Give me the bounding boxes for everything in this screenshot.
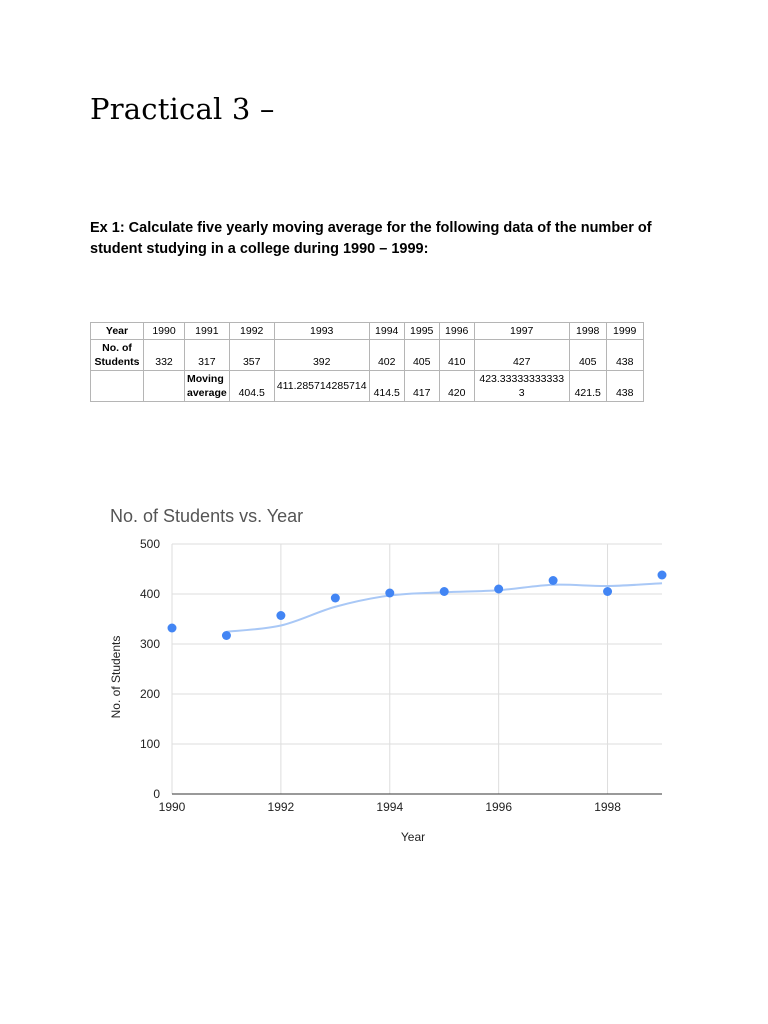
data-point xyxy=(549,576,558,585)
table-cell: 423.333333333333 xyxy=(474,371,569,402)
chart-svg xyxy=(90,495,680,855)
chart-grid xyxy=(172,544,662,794)
table-cell: 427 xyxy=(474,340,569,371)
table-cell: 421.5 xyxy=(569,371,606,402)
y-tick-label: 100 xyxy=(139,737,160,751)
y-axis-label: No. of Students xyxy=(109,635,123,719)
data-point xyxy=(494,585,503,594)
table-cell xyxy=(91,371,144,402)
data-point xyxy=(222,631,231,640)
table-cell: 405 xyxy=(569,340,606,371)
data-point xyxy=(603,587,612,596)
x-tick-label: 1996 xyxy=(485,800,513,814)
table-cell: 411.285714285714 xyxy=(274,371,369,402)
table-cell: 1992 xyxy=(229,323,274,340)
table-cell: 414.5 xyxy=(369,371,404,402)
y-tick-label: 0 xyxy=(153,787,160,801)
y-tick-label: 500 xyxy=(139,537,160,551)
table-cell: 1995 xyxy=(404,323,439,340)
table-cell: 317 xyxy=(185,340,230,371)
y-tick-label: 300 xyxy=(139,637,160,651)
table-cell: 438 xyxy=(606,340,643,371)
y-tick-label: 200 xyxy=(139,687,160,701)
table-cell: 357 xyxy=(229,340,274,371)
x-tick-label: 1990 xyxy=(158,800,186,814)
table-cell: 405 xyxy=(404,340,439,371)
table-cell xyxy=(144,371,185,402)
table-cell: 420 xyxy=(439,371,474,402)
page-title: Practical 3 – xyxy=(90,92,275,126)
table-cell: 1993 xyxy=(274,323,369,340)
table-cell: 438 xyxy=(606,371,643,402)
table-header-year: Year xyxy=(91,323,144,340)
table-header-students: No. of Students xyxy=(91,340,144,371)
data-table xyxy=(90,322,644,402)
table-cell: 1998 xyxy=(569,323,606,340)
table-header-moving-average: Moving average xyxy=(185,371,230,402)
data-point xyxy=(440,587,449,596)
table-cell: 404.5 xyxy=(229,371,274,402)
table-row-year xyxy=(91,323,644,340)
chart xyxy=(90,495,680,855)
y-tick-label: 400 xyxy=(139,587,160,601)
table-cell: 392 xyxy=(274,340,369,371)
table-cell: 1996 xyxy=(439,323,474,340)
chart-title: No. of Students vs. Year xyxy=(110,506,304,526)
table-row-moving-average xyxy=(91,371,644,402)
table-cell: 1997 xyxy=(474,323,569,340)
table-cell: 1990 xyxy=(144,323,185,340)
chart-axes xyxy=(140,537,662,814)
table-cell: 1994 xyxy=(369,323,404,340)
exercise-text: Ex 1: Calculate five yearly moving average for the following data of the number of student studying in a college during 1990 – 1999: xyxy=(90,220,652,257)
table-cell: 1999 xyxy=(606,323,643,340)
table-cell: 402 xyxy=(369,340,404,371)
table-cell: 417 xyxy=(404,371,439,402)
x-tick-label: 1992 xyxy=(267,800,295,814)
table-cell: 332 xyxy=(144,340,185,371)
table-row-students xyxy=(91,340,644,371)
data-point xyxy=(331,594,340,603)
table-cell: 1991 xyxy=(185,323,230,340)
data-point xyxy=(385,589,394,598)
data-point xyxy=(168,624,177,633)
x-axis-label: Year xyxy=(400,830,426,844)
x-tick-label: 1994 xyxy=(376,800,404,814)
x-tick-label: 1998 xyxy=(594,800,621,814)
table-cell: 410 xyxy=(439,340,474,371)
data-point xyxy=(658,571,667,580)
data-point xyxy=(276,611,285,620)
